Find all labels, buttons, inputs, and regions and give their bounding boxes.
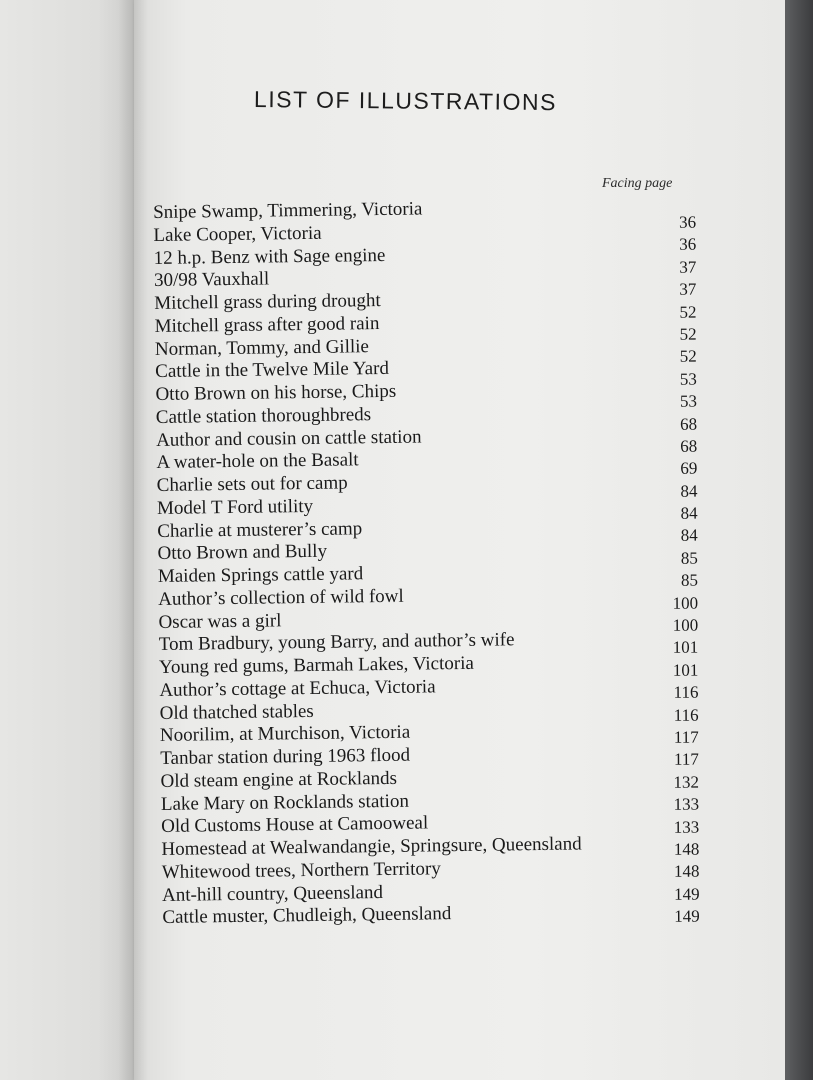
facing-page-number: 117 — [673, 727, 699, 747]
book-cover-edge — [785, 0, 813, 1080]
illustration-caption: 30/98 Vauxhall — [153, 268, 270, 292]
facing-page-number: 84 — [680, 526, 698, 546]
facing-page-number: 148 — [673, 861, 700, 882]
facing-page-number: 116 — [673, 705, 699, 725]
illustration-caption: Author’s collection of wild fowl — [158, 585, 404, 610]
facing-page-number: 52 — [679, 324, 697, 344]
illustration-caption: Tanbar station during 1963 flood — [160, 744, 411, 769]
illustration-caption: Old thatched stables — [159, 700, 314, 724]
facing-page-number: 85 — [680, 570, 698, 590]
book-page — [134, 0, 790, 1080]
facing-page-number: 101 — [672, 638, 699, 658]
facing-page-number: 53 — [679, 391, 698, 411]
book-gutter — [118, 0, 148, 1080]
illustration-caption: Lake Cooper, Victoria — [153, 222, 322, 246]
illustration-caption: Homestead at Wealwandangie, Springsure, Queensland — [161, 833, 582, 860]
facing-page-number: 132 — [673, 772, 700, 792]
facing-page-number: 100 — [672, 615, 699, 635]
facing-page-number: 84 — [680, 481, 698, 501]
facing-page-number: 116 — [673, 682, 699, 702]
facing-page-number: 52 — [679, 346, 697, 367]
illustration-caption: Model T Ford utility — [156, 495, 314, 519]
illustration-caption: Old Customs House at Camooweal — [161, 812, 429, 838]
illustration-caption: Norman, Tommy, and Gillie — [154, 335, 370, 360]
facing-page-number: 53 — [679, 369, 697, 389]
illustration-caption: Author’s cottage at Echuca, Victoria — [159, 676, 436, 701]
facing-page-heading: Facing page — [602, 176, 673, 191]
illustration-caption: Oscar was a girl — [158, 609, 282, 633]
illustration-caption: Author and cousin on cattle station — [155, 426, 422, 451]
illustration-caption-list — [153, 196, 583, 929]
facing-page-number-list — [626, 212, 700, 929]
facing-page-number: 52 — [679, 302, 697, 322]
illustration-caption: Mitchell grass after good rain — [154, 312, 380, 337]
illustration-caption: Whitewood trees, Northern Territory — [161, 858, 441, 883]
facing-page-number: 149 — [674, 884, 700, 904]
page-title: LIST OF ILLUSTRATIONS — [253, 86, 557, 116]
illustration-caption: Young red gums, Barmah Lakes, Victoria — [158, 652, 474, 678]
facing-page-number: 133 — [673, 794, 700, 814]
illustration-caption: Otto Brown on his horse, Chips — [155, 380, 397, 405]
illustration-caption: Cattle muster, Chudleigh, Queensland — [162, 903, 452, 929]
facing-page-number: 85 — [680, 548, 698, 568]
facing-page-number: 117 — [673, 750, 699, 770]
illustration-caption: Mitchell grass during drought — [154, 290, 381, 314]
illustration-caption: Old steam engine at Rocklands — [160, 767, 398, 792]
facing-page-number: 69 — [680, 458, 698, 479]
illustration-caption: Charlie sets out for camp — [156, 472, 348, 496]
facing-page-number: 68 — [680, 436, 698, 456]
illustration-caption: Tom Bradbury, young Barry, and author’s wife — [158, 629, 515, 656]
facing-page-number: 148 — [673, 839, 700, 859]
illustration-caption: Cattle station thoroughbreds — [155, 403, 372, 428]
facing-page-number: 68 — [680, 414, 698, 434]
illustration-caption: Lake Mary on Rocklands station — [160, 790, 410, 815]
illustration-caption: Maiden Springs cattle yard — [157, 563, 364, 587]
illustration-caption: 12 h.p. Benz with Sage engine — [153, 244, 386, 269]
illustration-caption: Snipe Swamp, Timmering, Victoria — [153, 198, 423, 223]
illustration-caption: Ant-hill country, Queensland — [161, 881, 384, 906]
facing-page-number: 100 — [672, 593, 699, 613]
facing-page-number: 37 — [679, 257, 697, 277]
facing-page-number: 84 — [680, 503, 698, 523]
illustration-caption: Otto Brown and Bully — [157, 541, 328, 565]
illustration-caption: A water-hole on the Basalt — [156, 449, 359, 474]
facing-page-number: 133 — [673, 817, 700, 837]
facing-page-number: 149 — [674, 906, 700, 926]
facing-page-number: 36 — [679, 235, 697, 255]
illustration-caption: Cattle in the Twelve Mile Yard — [155, 358, 390, 383]
facing-page-number: 101 — [672, 660, 699, 680]
illustration-caption: Noorilim, at Murchison, Victoria — [159, 721, 411, 747]
facing-page-number: 37 — [679, 279, 697, 299]
facing-page-number: 36 — [679, 212, 697, 232]
illustration-caption: Charlie at musterer’s camp — [157, 517, 363, 542]
